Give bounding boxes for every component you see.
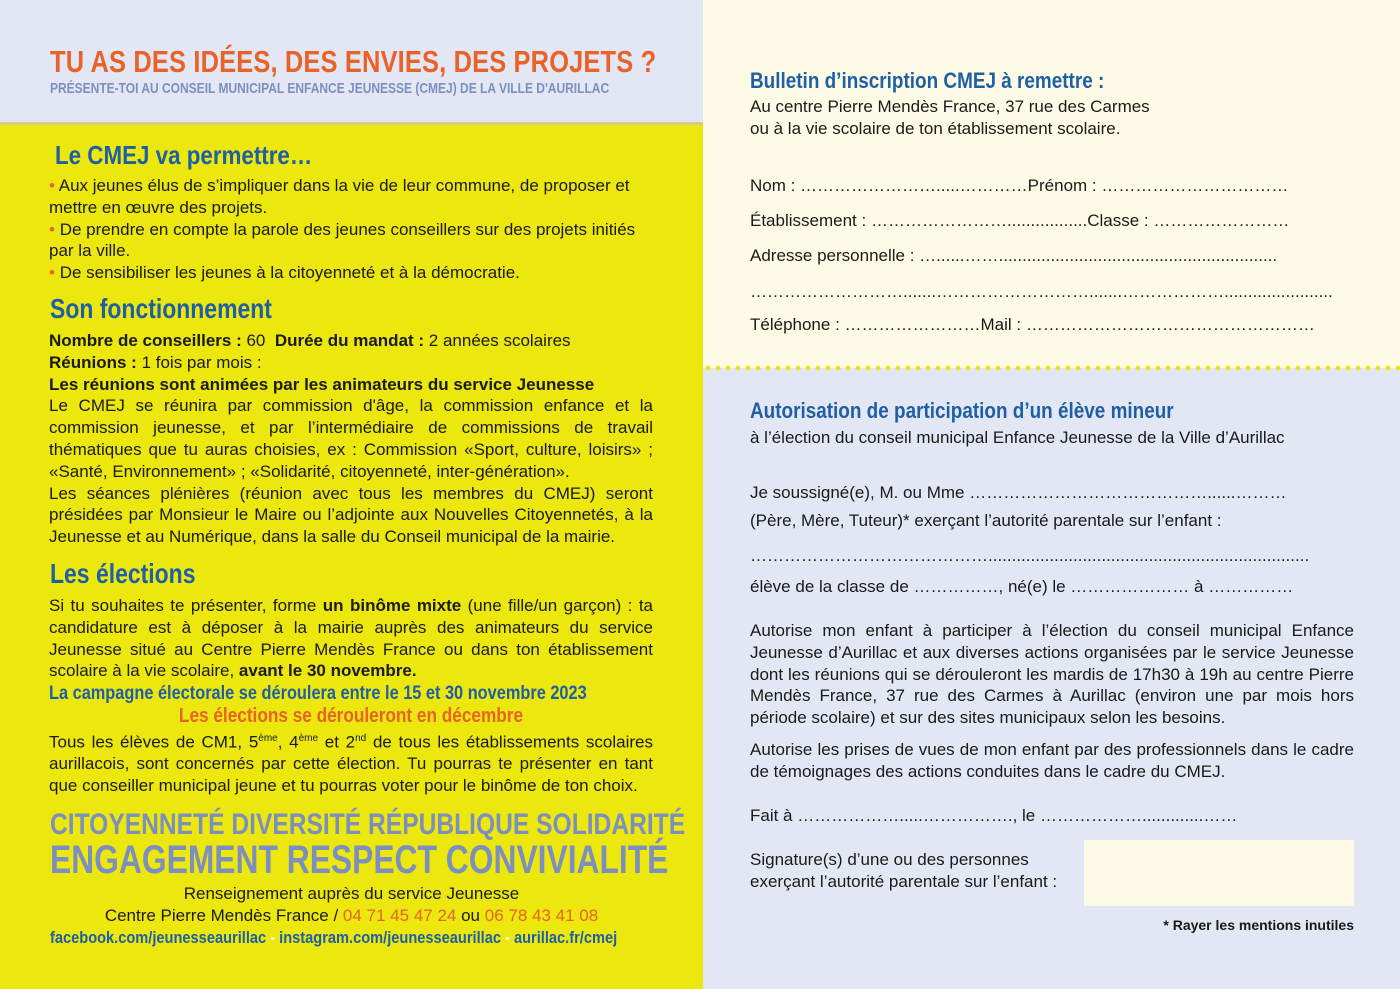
bulletin-title: Bulletin d’inscription CMEJ à remettre : bbox=[750, 68, 1105, 93]
bullet-icon: • bbox=[49, 263, 60, 283]
subheadline: PRÉSENTE-TOI AU CONSEIL MUNICIPAL ENFANCE JEUNESSE (CMEJ) DE LA VILLE D'AURILLAC bbox=[50, 80, 610, 97]
values-line-1: CITOYENNETÉ DIVERSITÉ RÉPUBLIQUE SOLIDARITÉ bbox=[50, 808, 686, 841]
permettre-list bbox=[49, 175, 655, 284]
soussigne-field[interactable]: Je soussigné(e), M. ou Mme ……………………………………......……… bbox=[750, 483, 1287, 502]
fonctionnement-text: Nombre de conseillers : 60 Durée du mandat : 2 années scolaires Réunions : 1 fois par mois : Les réunions sont animées par les animateurs du service Jeunesse Le CMEJ se réunira par commission d'âge, la commission enfance et la commission jeunesse, et par l’intermédiaire de commissions de travail thématiques que tu auras choisies, ex : Commission «Sport, culture, loisirs» ; «Santé, Environnement» ; «Solidarité, citoyenneté, inter-génération». Les séances plénières (réunion avec tous les membres du CMEJ) seront présidées par Monsieur le Maire ou l’adjointe aux Nouvelles Citoyennetés, à la Jeunesse et au Numérique, dans la salle du Conseil municipal de la mairie. bbox=[49, 331, 653, 547]
dotted-separator bbox=[703, 364, 1400, 372]
parent-role-label: (Père, Mère, Tuteur)* exerçant l’autorité parentale sur l’enfant : bbox=[750, 511, 1222, 530]
autorisation-paragraph: Autorise mon enfant à participer à l’élection du conseil municipal Enfance Jeunesse d’Aurillac et aux diverses actions organisées par le service Jeunesse dont les réunions qui se dérouleront les mardis de 17h30 à 19h au centre Pierre Mendès France, 37 rue des Carmes à Aurillac (environ une par mois hors période scolaire) et sur des sites municipaux selon les besoins. bbox=[750, 621, 1354, 728]
list-item: • De prendre en compte la parole des jeunes conseillers sur des projets initiés par la ville. bbox=[49, 219, 636, 261]
classe-naissance-field[interactable]: élève de la classe de ……………, né(e) le ………………… à …………… bbox=[750, 577, 1294, 596]
bullet-icon: • bbox=[49, 176, 59, 195]
facebook-link[interactable]: facebook.com/jeunesseaurillac bbox=[50, 928, 267, 947]
contact-phones: Centre Pierre Mendès France / 04 71 45 47 24 ou 06 78 43 41 08 bbox=[104, 906, 599, 925]
bullet-icon: • bbox=[49, 219, 60, 239]
etablissement-classe-field[interactable]: Établissement : …………………….................Classe : …………………… bbox=[750, 211, 1290, 230]
bulletin-address: Au centre Pierre Mendès France, 37 rue des Carmes bbox=[750, 97, 1150, 116]
campagne-dates: La campagne électorale se déroulera entre le 15 et 30 novembre 2023 bbox=[49, 683, 587, 705]
signature-box[interactable] bbox=[1084, 840, 1354, 906]
phone-link-1[interactable]: 04 71 45 47 24 bbox=[342, 906, 457, 925]
section-title-fonctionnement: Son fonctionnement bbox=[50, 293, 272, 324]
footnote: * Rayer les mentions inutiles bbox=[1163, 917, 1354, 933]
telephone-mail-field[interactable]: Téléphone : ……………………Mail : …………………………………………… bbox=[750, 315, 1315, 334]
list-item: • De sensibiliser les jeunes à la citoyenneté et à la démocratie. bbox=[49, 263, 520, 283]
section-title-permettre: Le CMEJ va permettre… bbox=[55, 140, 313, 170]
elections-month: Les élections se dérouleront en décembre bbox=[178, 704, 524, 727]
enfant-name-field[interactable]: …………………………………….................................................................... bbox=[750, 546, 1310, 565]
instagram-link[interactable]: instagram.com/jeunesseaurillac bbox=[279, 928, 501, 947]
list-item: • Aux jeunes élus de s’impliquer dans la vie de leur commune, de proposer et mettre en œuvre des projets. bbox=[49, 176, 630, 217]
section-title-elections: Les élections bbox=[50, 558, 196, 589]
phone-link-2[interactable]: 06 78 43 41 08 bbox=[484, 906, 599, 925]
signature-label: Signature(s) d’une ou des personnes exerçant l’autorité parentale sur l’enfant : bbox=[750, 850, 1058, 891]
nom-prenom-field[interactable]: Nom : …………………….....…………Prénom : …………………………… bbox=[750, 176, 1289, 195]
image-rights-paragraph: Autorise les prises de vues de mon enfant par des professionnels dans le cadre de témoignages des actions conduites dans le cadre du CMEJ. bbox=[750, 740, 1354, 781]
autorisation-subtitle: à l’élection du conseil municipal Enfance Jeunesse de la Ville d’Aurillac bbox=[750, 428, 1285, 447]
social-links: facebook.com/jeunesseaurillac - instagram.com/jeunesseaurillac - aurillac.fr/cmej bbox=[50, 928, 618, 947]
values-line-2: ENGAGEMENT RESPECT CONVIVIALITÉ bbox=[50, 838, 669, 882]
elections-text: Si tu souhaites te présenter, forme un binôme mixte (une fille/un garçon) : ta candidature est à déposer à la mairie auprès des animateurs du service Jeunesse situé au Centre Pierre Mendès France ou dans ton établissement scolaire à la vie scolaire, avant le 30 novembre. La campagne électorale se déroulera entre le 15 et 30 novembre 2023 Les élections se dérouleront en décembre Tous les élèves de CM1, 5ème, 4ème et 2nd de tous les établissements scolaires aurillacois, sont concernés par cette élection. Tu pourras te présenter en tant que conseiller municipal jeune et tu pourras voter pour le binôme de ton choix. bbox=[49, 596, 653, 796]
adresse-field-line-2[interactable]: ……………………….......……………………….......………………....................... bbox=[750, 282, 1333, 301]
fait-a-field[interactable]: Fait à ……………….....……………., le ……………….............…… bbox=[750, 806, 1238, 825]
adresse-field[interactable]: Adresse personnelle : …......……........................................................... bbox=[750, 246, 1278, 265]
website-link[interactable]: aurillac.fr/cmej bbox=[513, 928, 618, 947]
autorisation-title: Autorisation de participation d’un élève mineur bbox=[750, 398, 1174, 423]
contact-line: Renseignement auprès du service Jeunesse bbox=[183, 884, 520, 903]
headline: TU AS DES IDÉES, DES ENVIES, DES PROJETS ? bbox=[50, 44, 657, 79]
bulletin-address-alt: ou à la vie scolaire de ton établissement scolaire. bbox=[750, 119, 1121, 138]
